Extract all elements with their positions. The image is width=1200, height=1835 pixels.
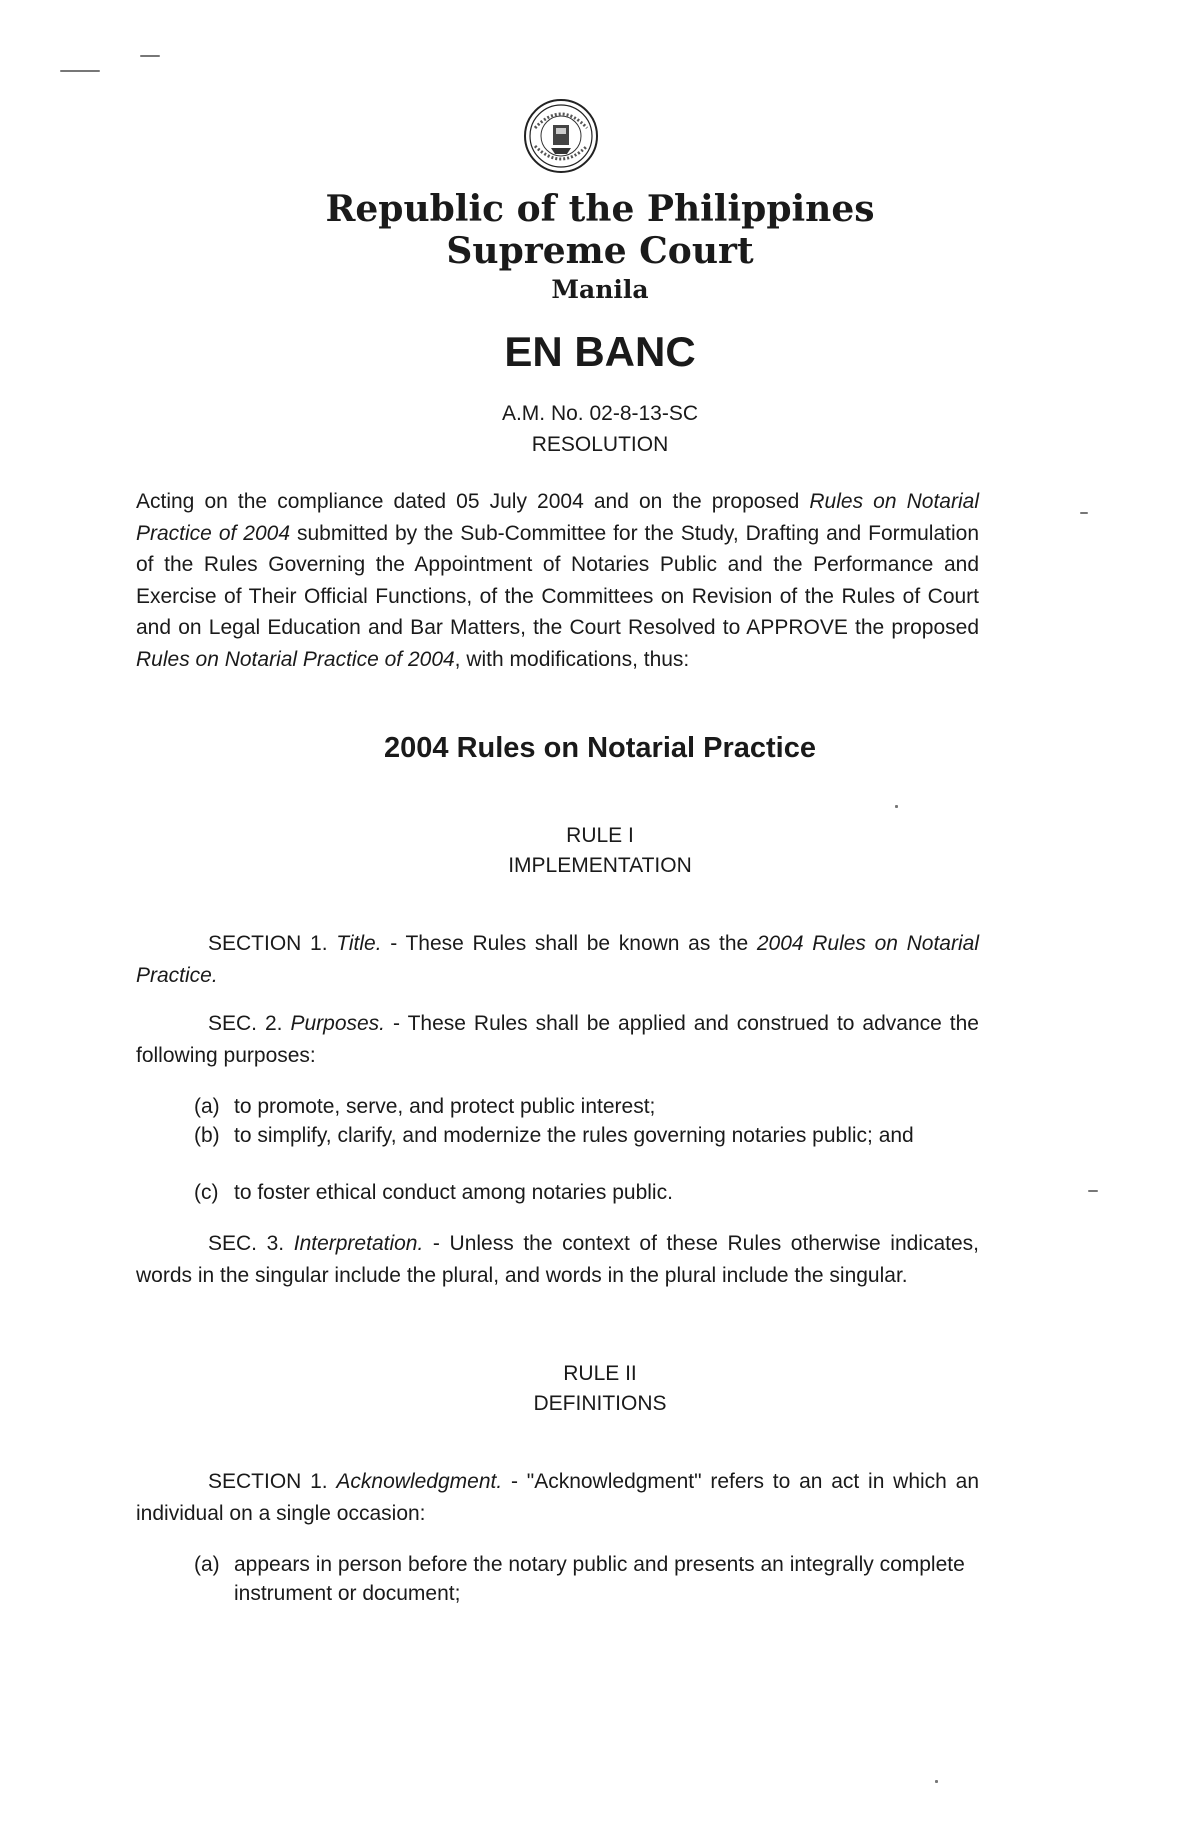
rule-2-number: RULE II <box>563 1362 637 1385</box>
rule-1-number: RULE I <box>566 824 634 847</box>
scan-artifact <box>895 805 898 808</box>
en-banc-heading: EN BANC <box>504 328 696 375</box>
list-item: (a) to promote, serve, and protect public interest; <box>194 1095 656 1118</box>
list-item: (b) to simplify, clarify, and modernize the rules governing notaries public; and <box>194 1124 914 1147</box>
scan-artifact <box>1088 1190 1098 1192</box>
case-number: A.M. No. 02-8-13-SC <box>501 402 699 425</box>
republic-heading: Republic of the Philippines <box>325 188 875 230</box>
rule-1-section-2: SEC. 2. Purposes. - These Rules shall be applied and construed to advance the following purposes: <box>136 1012 979 1067</box>
list-item: (c) to foster ethical conduct among notaries public. <box>194 1181 673 1204</box>
rules-title: 2004 Rules on Notarial Practice <box>384 732 816 764</box>
scan-artifact <box>140 55 160 57</box>
scan-artifact <box>60 70 100 72</box>
rule-2-name: DEFINITIONS <box>533 1392 667 1415</box>
supreme-court-heading: Supreme Court <box>446 230 754 272</box>
resolution-heading: RESOLUTION <box>531 433 669 456</box>
rule-1-section-3: SEC. 3. Interpretation. - Unless the context of these Rules otherwise indicates, words in the singular include the plural, and words in the plural include the singular. <box>136 1232 979 1287</box>
list-item: (a) appears in person before the notary public and presents an integrally complete instrument or document; <box>194 1553 965 1605</box>
scan-artifact <box>935 1780 938 1783</box>
rule-1-section-1: SECTION 1. Title. - These Rules shall be known as the 2004 Rules on Notarial Practice. <box>136 932 979 987</box>
city-heading: Manila <box>551 275 649 304</box>
supreme-court-seal-icon <box>523 98 599 174</box>
rule-2-section-1: SECTION 1. Acknowledgment. - "Acknowledgment" refers to an act in which an individual on a single occasion: <box>136 1470 979 1525</box>
intro-paragraph: Acting on the compliance dated 05 July 2004 and on the proposed Rules on Notarial Practice of 2004 submitted by the Sub-Committee for the Study, Drafting and Formulation of the Rules Governing the Appointment of Notaries Public and the Performance and Exercise of Their Official Functions, of the Committees on Revision of the Rules of Court and on Legal Education and Bar Matters, the Court Resolved to APPROVE the proposed Rules on Notarial Practice of 2004, with modifications, thus: <box>136 490 980 671</box>
scan-artifact <box>1080 512 1088 514</box>
rule-1-name: IMPLEMENTATION <box>508 854 692 877</box>
